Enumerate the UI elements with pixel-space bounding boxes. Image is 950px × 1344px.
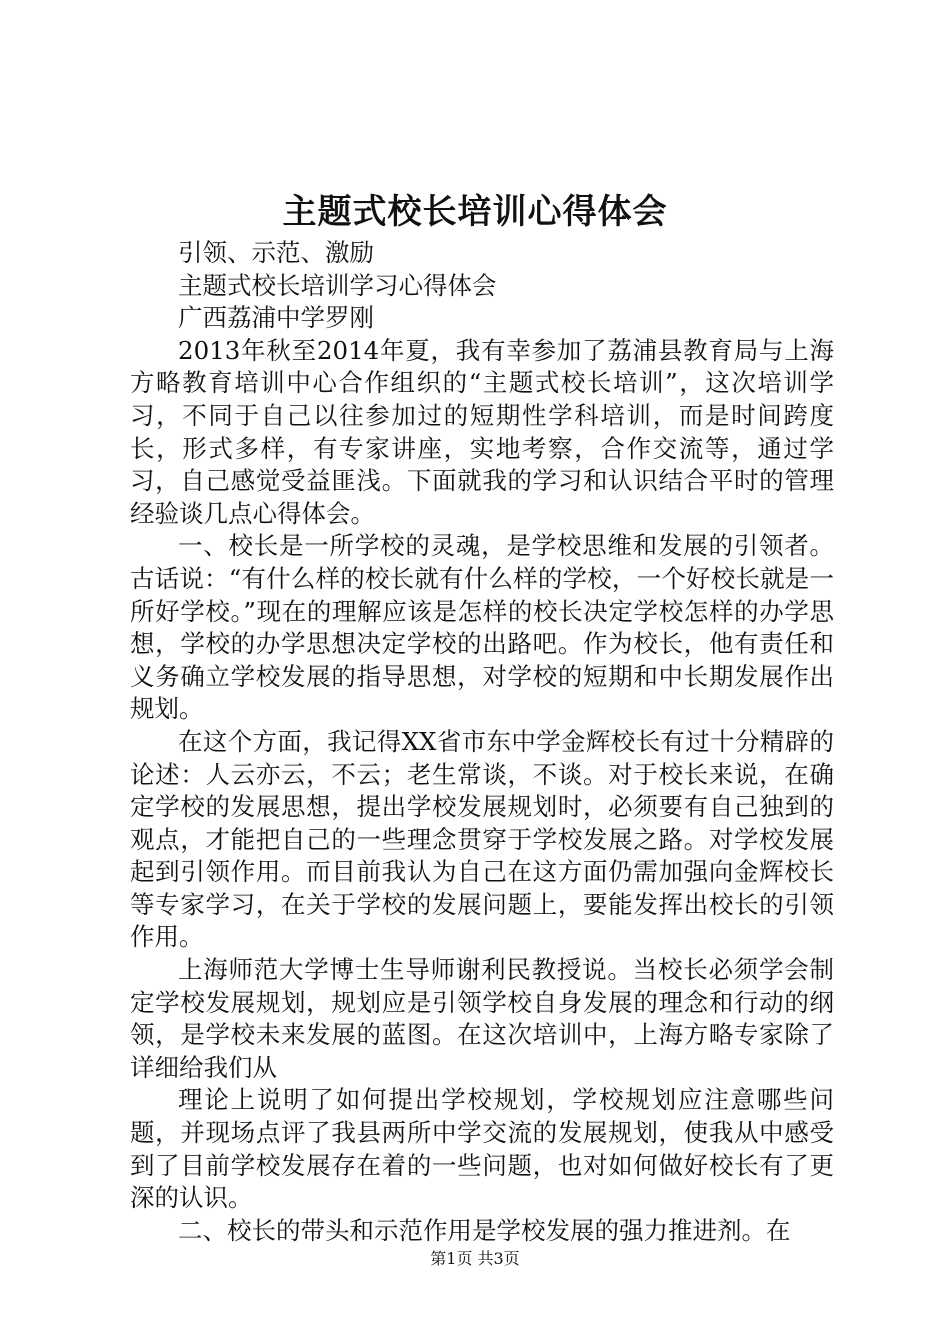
intro-line-subtitle: 主题式校长培训学习心得体会 [178, 270, 497, 300]
intro-line-author: 广西荔浦中学罗刚 [178, 303, 374, 333]
document-body [130, 237, 834, 1247]
paragraph-section-one: 一、校长是一所学校的灵魂，是学校思维和发展的引领者。古话说：“有什么样的校长就有什么样的学校，一个好校长就是一所好学校。”现在的理解应该是怎样的校长决定学校怎样的办学思想，学校的办学思想决定学校的出路吧。作为校长，他有责任和义务确立学校发展的指导思想，对学校的短期和中长期发展作出规划。 [130, 531, 834, 724]
intro-line-theme: 引领、示范、激励 [178, 238, 374, 267]
paragraph-xie-limin-quote: 上海师范大学博士生导师谢利民教授说。当校长必须学会制定学校发展规划，规划应是引领学校自身发展的理念和行动的纲领，是学校未来发展的蓝图。在这次培训中，上海方略专家除了详细给我们从 [130, 955, 834, 1082]
paragraph-opening: 2013年秋至2014年夏，我有幸参加了荔浦县教育局与上海方略教育培训中心合作组织的“主题式校长培训”，这次培训学习，不同于自己以往参加过的短期性学科培训，而是时间跨度长，形式多样，有专家讲座，实地考察，合作交流等，通过学习，自己感觉受益匪浅。下面就我的学习和认识结合平时的管理经验谈几点心得体会。 [130, 335, 834, 528]
paragraph-jin-hui-example: 在这个方面，我记得XX省市东中学金辉校长有过十分精辟的论述：人云亦云，不云；老生常谈，不谈。对于校长来说，在确定学校的发展思想，提出学校发展规划时，必须要有自己独到的观点，才能把自己的一些理念贯穿于学校发展之路。对学校发展起到引领作用。而目前我认为自己在这方面仍需加强向金辉校长等专家学习，在关于学校的发展问题上，要能发挥出校长的引领作用。 [130, 726, 834, 952]
document-title: 主题式校长培训心得体会 [282, 192, 668, 232]
page-footer: 第1页 共3页 [430, 1249, 520, 1268]
paragraph-section-two: 二、校长的带头和示范作用是学校发展的强力推进剂。在 [178, 1215, 791, 1245]
paragraph-planning-theory: 理论上说明了如何提出学校规划，学校规划应注意哪些问题，并现场点评了我县两所中学交流的发展规划，使我从中感受到了目前学校发展存在着的一些问题，也对如何做好校长有了更深的认识。 [130, 1085, 834, 1213]
